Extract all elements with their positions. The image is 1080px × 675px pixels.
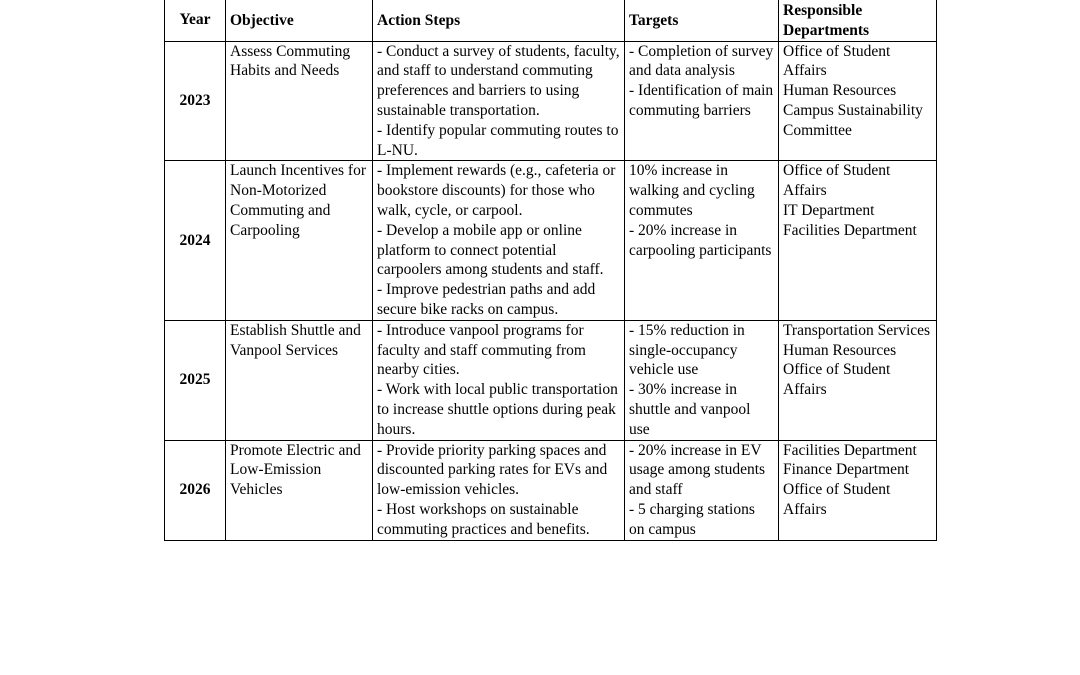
target-item: - 5 charging stations on campus [629, 500, 755, 538]
table-row [165, 41, 937, 161]
table-row [165, 161, 937, 320]
target-item: - 30% increase in shuttle and vanpool use [629, 381, 751, 438]
department-item: Finance Department [783, 461, 910, 479]
table-row [165, 320, 937, 440]
department-item: Facilities Department [783, 221, 917, 239]
action-step: - Implement rewards (e.g., cafeteria or bookstore discounts) for those who walk, cycle, or carpool. [377, 162, 616, 219]
target-item: - 15% reduction in single-occupancy vehicle use [629, 321, 745, 379]
action-steps-cell [373, 41, 625, 161]
objective-cell: Promote Electric and Low-Emission Vehicles [226, 440, 373, 540]
header-year: Year [165, 0, 226, 41]
action-step: - Improve pedestrian paths and add secure bike racks on campus. [377, 281, 596, 318]
department-item: Office of Student Affairs [783, 481, 891, 518]
action-steps-cell [373, 161, 625, 320]
commuting-plan-table [164, 0, 937, 541]
year-cell: 2023 [165, 41, 226, 161]
header-action-steps: Action Steps [373, 0, 625, 41]
department-item: Office of Student Affairs [783, 361, 891, 399]
target-item: - 20% increase in EV usage among students and staff [629, 441, 766, 499]
department-item: Office of Student Affairs [783, 42, 891, 80]
department-item: Campus Sustainability Committee [783, 101, 923, 139]
targets-cell [625, 161, 779, 320]
action-steps-cell [373, 320, 625, 440]
year-cell: 2024 [165, 161, 226, 320]
departments-cell [779, 440, 937, 540]
action-step: - Identify popular commuting routes to L-NU. [377, 121, 619, 159]
targets-cell [625, 320, 779, 440]
action-step: - Introduce vanpool programs for faculty and staff commuting from nearby cities. [377, 321, 586, 379]
year-cell: 2026 [165, 440, 226, 540]
department-item: Human Resources [783, 341, 897, 359]
header-objective: Objective [226, 0, 373, 41]
action-step: - Conduct a survey of students, faculty, and staff to understand commuting preferences and barriers to using sustainable transportation. [377, 42, 620, 119]
year-cell: 2025 [165, 320, 226, 440]
action-step: - Host workshops on sustainable commuting practices and benefits. [377, 500, 590, 538]
department-item: Human Resources [783, 82, 897, 100]
department-item: Transportation Services [783, 321, 931, 339]
departments-cell [779, 161, 937, 320]
department-item: IT Department [783, 201, 875, 219]
objective-cell: Launch Incentives for Non-Motorized Commuting and Carpooling [226, 161, 373, 320]
departments-cell [779, 41, 937, 161]
header-row [165, 0, 937, 41]
action-steps-cell [373, 440, 625, 540]
target-item: - 20% increase in carpooling participants [629, 221, 772, 259]
department-item: Office of Student Affairs [783, 162, 891, 200]
targets-cell [625, 440, 779, 540]
action-step: - Provide priority parking spaces and discounted parking rates for EVs and low-emission vehicles. [377, 441, 608, 499]
action-step: - Develop a mobile app or online platform to connect potential carpoolers among students and staff. [377, 221, 604, 279]
objective-cell: Assess Commuting Habits and Needs [226, 41, 373, 161]
departments-cell [779, 320, 937, 440]
department-item: Facilities Department [783, 441, 917, 459]
targets-cell [625, 41, 779, 161]
target-item: - Completion of survey and data analysis [629, 42, 774, 80]
target-item: - Identification of main commuting barriers [629, 82, 774, 119]
target-item: 10% increase in walking and cycling commutes [629, 162, 755, 219]
action-step: - Work with local public transportation to increase shuttle options during peak hours. [377, 381, 618, 438]
table-row [165, 440, 937, 540]
header-departments: Responsible Departments [779, 0, 937, 41]
objective-cell: Establish Shuttle and Vanpool Services [226, 320, 373, 440]
header-targets: Targets [625, 0, 779, 41]
